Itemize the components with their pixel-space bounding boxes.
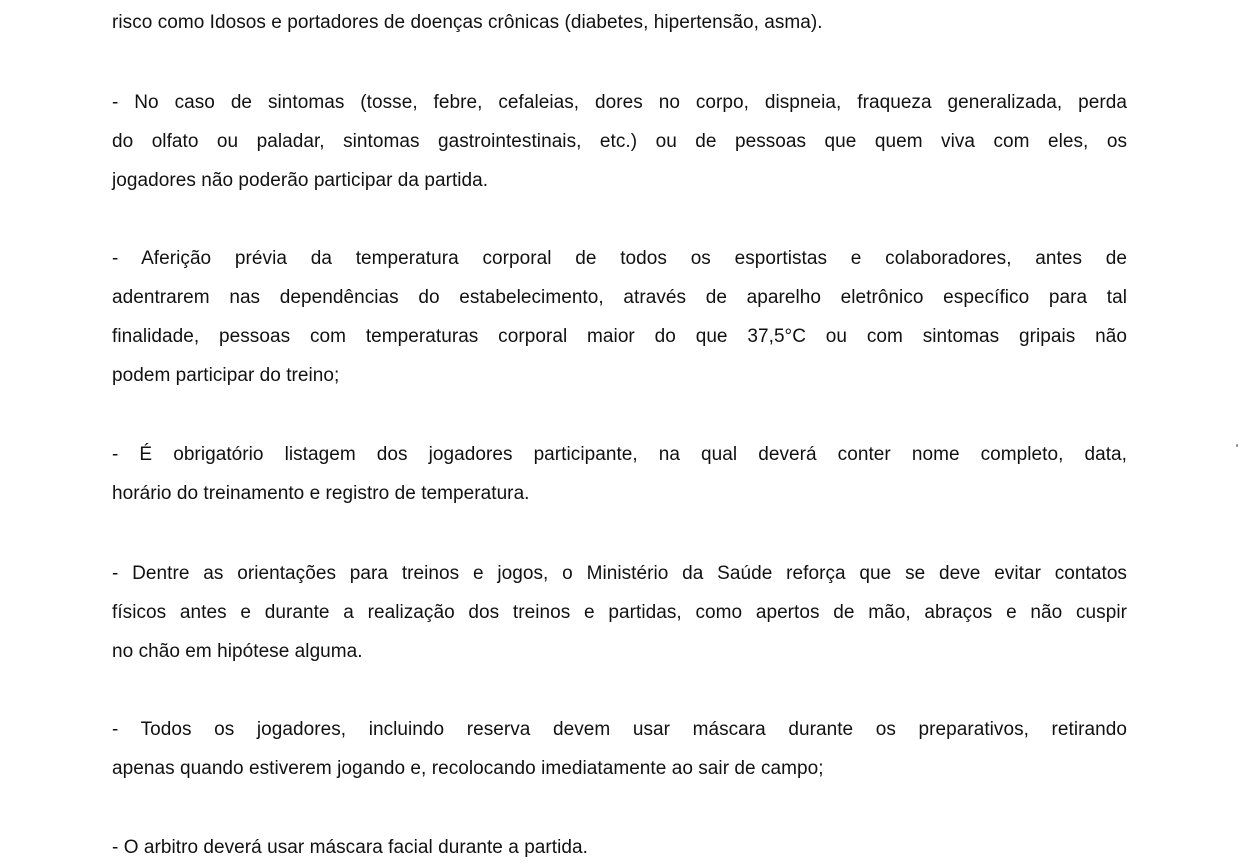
- text-line: horário do treinamento e registro de temperatura.: [112, 483, 530, 504]
- text-line: do olfato ou paladar, sintomas gastrointestinais, etc.) ou de pessoas que quem viva com eles, os: [112, 131, 1127, 152]
- text-line: finalidade, pessoas com temperaturas corporal maior do que 37,5°C ou com sintomas gripais não: [112, 326, 1127, 347]
- text-line: risco como Idosos e portadores de doenças crônicas (diabetes, hipertensão, asma).: [112, 12, 823, 33]
- paragraph-masks-players: [112, 710, 1127, 788]
- text-line: - O arbitro deverá usar máscara facial durante a partida.: [112, 837, 588, 858]
- paragraph-referee-mask: [112, 828, 1127, 867]
- text-line: jogadores não poderão participar da partida.: [112, 170, 489, 191]
- text-line: físicos antes e durante a realização dos treinos e partidas, como apertos de mão, abraços e não cuspir: [112, 602, 1127, 623]
- paragraph-symptoms: [112, 83, 1127, 200]
- text-line: - No caso de sintomas (tosse, febre, cefaleias, dores no corpo, dispneia, fraqueza generalizada, perda: [112, 92, 1127, 113]
- text-line: - É obrigatório listagem dos jogadores participante, na qual deverá conter nome completo, data,: [112, 444, 1127, 465]
- text-line: - Aferição prévia da temperatura corporal de todos os esportistas e colaboradores, antes de: [112, 248, 1127, 269]
- paragraph-physical-contact: [112, 554, 1127, 671]
- paragraph-player-list: [112, 435, 1127, 513]
- scan-speck: [1236, 444, 1238, 447]
- paragraph-temperature-check: [112, 239, 1127, 395]
- text-line: - Todos os jogadores, incluindo reserva devem usar máscara durante os preparativos, retirando: [112, 719, 1127, 740]
- text-line: adentrarem nas dependências do estabelecimento, através de aparelho eletrônico específico para tal: [112, 287, 1127, 308]
- text-line: - Dentre as orientações para treinos e jogos, o Ministério da Saúde reforça que se deve evitar contatos: [112, 563, 1127, 584]
- text-line: podem participar do treino;: [112, 365, 340, 386]
- text-line: apenas quando estiverem jogando e, recolocando imediatamente ao sair de campo;: [112, 758, 824, 779]
- paragraph-risk-groups: [112, 3, 1127, 42]
- text-line: no chão em hipótese alguma.: [112, 641, 363, 662]
